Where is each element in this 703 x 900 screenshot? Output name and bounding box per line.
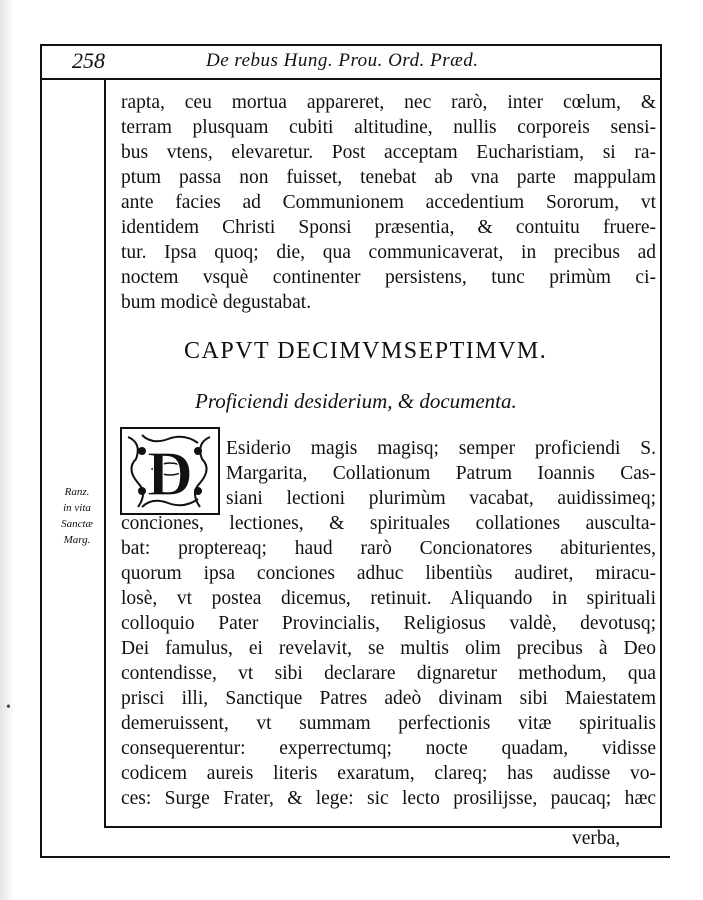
text-line: bum modicè degustabat.: [121, 292, 312, 313]
text-line: ante facies ad Communionem accedentium Sororum, vt: [121, 192, 656, 213]
foliage-ornament-icon: [122, 429, 218, 513]
frame-rule-header: [40, 78, 662, 80]
frame-rule-bottom-outer: [40, 856, 670, 858]
text-line: bus vtens, elevaretur. Post acceptam Eucharistiam, si ra-: [121, 142, 656, 163]
text-line: bat: proptereaq; haud rarò Concionatores abiturientes,: [121, 538, 656, 559]
text-line: demeruissent, vt summam perfectionis vitæ spiritualis: [121, 713, 656, 734]
chapter-subtitle: Proficiendi desiderium, & documenta.: [195, 389, 517, 413]
text-line: ces: Surge Frater, & lege: sic lecto prosilijsse, paucaq; hæc: [121, 788, 656, 809]
text-line: Margarita, Collationum Patrum Ioannis Cas-: [226, 463, 656, 484]
text-line: siani lectioni plurimùm vacabat, auidissimeq;: [226, 488, 656, 509]
chapter-title: CAPVT DECIMVMSEPTIMVM.: [184, 338, 548, 364]
catchword: verba,: [572, 828, 621, 849]
marginal-note-line: Sanctæ: [61, 518, 93, 530]
marginal-note-line: Ranz.: [64, 486, 90, 498]
text-line: identidem Christi Sponsi præsentia, & contuitu fruere-: [121, 217, 656, 238]
text-line: colloquio Pater Provincialis, Religiosus valdè, devotusq;: [121, 613, 656, 634]
running-head: De rebus Hung. Prou. Ord. Præd.: [206, 50, 479, 71]
text-line: codicem aureis literis exaratum, clareq; has audisse vo-: [121, 763, 656, 784]
page-number: 258: [72, 48, 105, 73]
marginal-note-line: Marg.: [63, 534, 91, 546]
page-edge-shadow: [0, 0, 14, 900]
text-line: quorum ipsa conciones adhuc libentiùs audiret, miracu-: [121, 563, 656, 584]
text-line: terram plusquam cubiti altitudine, nullis corporeis sensi-: [121, 117, 656, 138]
text-line: Esiderio magis magisq; semper proficiendi S.: [226, 438, 656, 459]
marginal-note-line: in vita: [63, 502, 91, 514]
text-line: ptum passa non fuisset, tenebat ab vna parte mappulam: [121, 167, 656, 188]
text-line: consequerentur: experrectumq; nocte quadam, vidisse: [121, 738, 656, 759]
text-line: Dei famulus, ei revelavit, se multis olim precibus à Deo: [121, 638, 656, 659]
decorated-initial: [120, 427, 220, 515]
text-line: noctem vsquè continenter persistens, tunc primùm ci-: [121, 267, 656, 288]
frame-rule-right: [660, 44, 662, 826]
stray-ink-mark: •: [6, 700, 11, 715]
text-line: rapta, ceu mortua appareret, nec rarò, inter cœlum, &: [121, 92, 656, 113]
marginal-note: [52, 484, 102, 548]
frame-rule-left: [40, 44, 42, 856]
text-line: prisci illi, Sanctique Patres adeò divinam sibi Maiestatem: [121, 688, 656, 709]
frame-rule-margin: [104, 78, 106, 826]
drop-cap-letter: D: [146, 438, 194, 509]
text-line: tur. Ipsa quoq; die, qua communicaverat, in precibus ad: [121, 242, 656, 263]
frame-rule-top: [40, 44, 662, 46]
text-line: contendisse, vt sibi declarare dignaretur methodum, qua: [121, 663, 656, 684]
text-line: losè, vt postea dicemus, retinuit. Aliquando in spirituali: [121, 588, 656, 609]
text-line: conciones, lectiones, & spirituales collationes ausculta-: [121, 513, 656, 534]
